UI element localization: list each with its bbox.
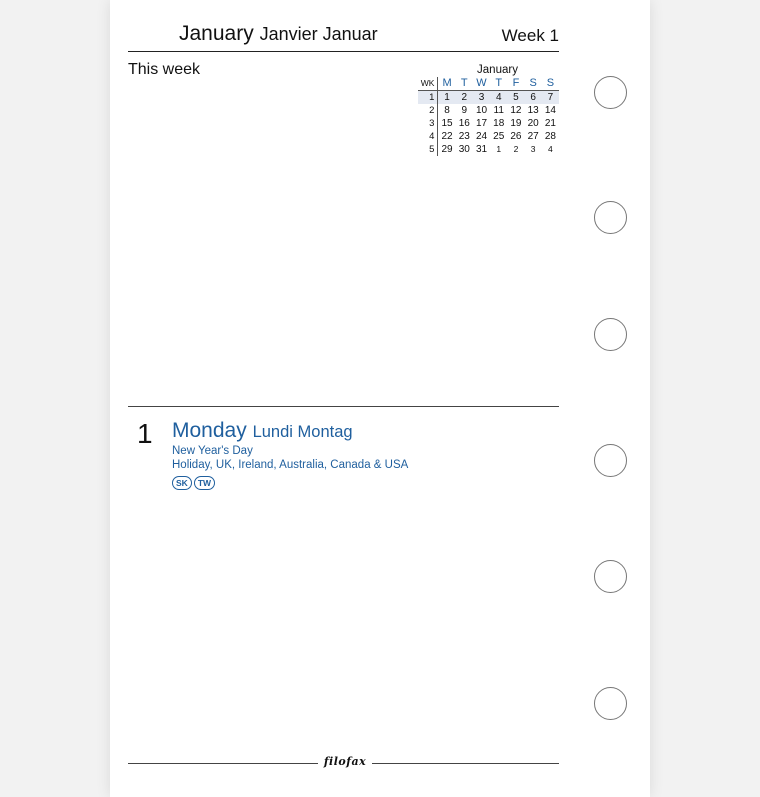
date-cell: 20 bbox=[527, 118, 539, 129]
date-cell: 5 bbox=[513, 92, 519, 103]
this-week-label: This week bbox=[128, 61, 201, 78]
date-cell: 23 bbox=[458, 131, 470, 142]
mini-calendar bbox=[418, 63, 559, 156]
week-label: Week 1 bbox=[501, 26, 559, 45]
date-cell: 28 bbox=[544, 131, 556, 142]
date-cell: 26 bbox=[510, 131, 522, 142]
date-cell: 3 bbox=[478, 92, 485, 103]
weekday-cell: M bbox=[442, 77, 452, 89]
day-name-translations: Lundi Montag bbox=[252, 423, 353, 441]
date-cell: 12 bbox=[510, 105, 522, 116]
date-cell: 6 bbox=[530, 92, 536, 103]
mini-calendar-weekday-row bbox=[418, 77, 559, 91]
mini-calendar-week-row bbox=[418, 143, 559, 156]
date-cell: 13 bbox=[527, 105, 539, 116]
page-header bbox=[128, 22, 559, 52]
holiday-name: New Year's Day bbox=[172, 445, 253, 457]
date-cell-next-month: 4 bbox=[548, 144, 553, 154]
date-cell: 25 bbox=[493, 131, 505, 142]
holiday-detail: Holiday, UK, Ireland, Australia, Canada & USA bbox=[172, 459, 409, 471]
footer-rule-left bbox=[128, 763, 318, 764]
date-cell: 14 bbox=[544, 105, 556, 116]
mini-calendar-wk-label: WK bbox=[418, 77, 438, 90]
mini-calendar-title: January bbox=[477, 64, 518, 76]
diary-page bbox=[110, 0, 650, 797]
weekday-cell: S bbox=[529, 77, 537, 89]
footer-rule-right bbox=[372, 763, 559, 764]
binder-hole bbox=[594, 76, 627, 109]
date-cell: 19 bbox=[510, 118, 522, 129]
binder-hole bbox=[594, 444, 627, 477]
country-badges bbox=[172, 476, 215, 490]
mini-calendar-week-row bbox=[418, 104, 559, 117]
weekday-cell: T bbox=[495, 77, 503, 89]
date-cell: 31 bbox=[475, 144, 488, 155]
binder-hole bbox=[594, 318, 627, 351]
date-cell: 11 bbox=[493, 105, 504, 116]
date-cell: 1 bbox=[444, 92, 450, 103]
date-cell-next-month: 2 bbox=[513, 144, 519, 154]
week-number: 5 bbox=[418, 143, 438, 156]
day-name bbox=[172, 419, 353, 443]
brand-logo: filofax bbox=[323, 755, 367, 768]
mini-calendar-week-row bbox=[418, 130, 559, 143]
date-cell: 27 bbox=[527, 131, 539, 142]
binder-hole bbox=[594, 687, 627, 720]
date-cell: 17 bbox=[475, 118, 488, 129]
country-badge: TW bbox=[194, 476, 215, 490]
binder-hole bbox=[594, 201, 627, 234]
country-badge: SK bbox=[172, 476, 192, 490]
day-number: 1 bbox=[137, 418, 153, 449]
date-cell: 8 bbox=[444, 105, 450, 116]
date-cell: 16 bbox=[458, 118, 470, 129]
date-cell-next-month: 3 bbox=[530, 144, 536, 154]
date-cell: 18 bbox=[493, 118, 505, 129]
date-cell: 22 bbox=[441, 131, 453, 142]
mini-calendar-week-row bbox=[418, 91, 559, 104]
week-number: 2 bbox=[418, 104, 438, 117]
month-title-translations: Janvier Januar bbox=[259, 24, 378, 44]
date-cell: 21 bbox=[544, 118, 556, 129]
date-cell: 2 bbox=[461, 92, 468, 103]
day-name-en: Monday bbox=[172, 419, 247, 442]
day-divider bbox=[128, 406, 559, 407]
date-cell: 10 bbox=[475, 105, 488, 116]
weekday-cell: T bbox=[460, 77, 468, 89]
month-title bbox=[179, 22, 378, 46]
binder-hole bbox=[594, 560, 627, 593]
weekday-cell: W bbox=[476, 77, 487, 89]
date-cell: 7 bbox=[547, 92, 554, 103]
weekday-cell: S bbox=[546, 77, 555, 89]
month-title-en: January bbox=[179, 22, 254, 45]
mini-calendar-week-row bbox=[418, 117, 559, 130]
date-cell: 4 bbox=[495, 92, 502, 103]
date-cell-next-month: 1 bbox=[496, 144, 502, 154]
date-cell: 24 bbox=[475, 131, 488, 142]
date-cell: 9 bbox=[461, 105, 468, 116]
weekday-cell: F bbox=[512, 77, 520, 89]
date-cell: 15 bbox=[441, 118, 453, 129]
week-number: 4 bbox=[418, 130, 438, 143]
week-number: 1 bbox=[418, 91, 438, 104]
date-cell: 30 bbox=[458, 144, 470, 155]
date-cell: 29 bbox=[441, 144, 453, 155]
week-number: 3 bbox=[418, 117, 438, 130]
